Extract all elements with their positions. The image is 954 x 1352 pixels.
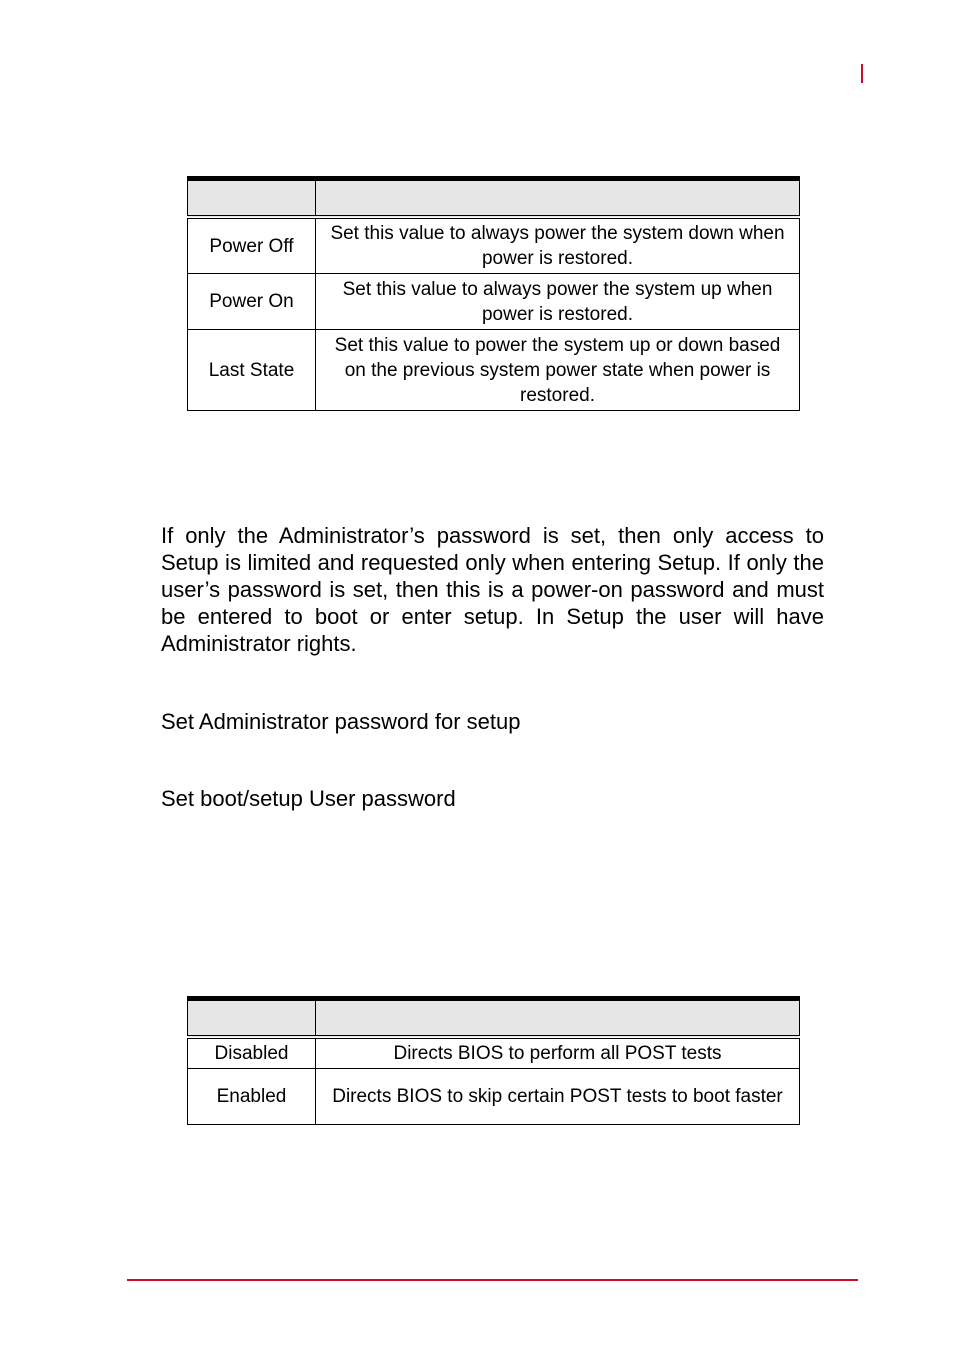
table-header-row (188, 999, 800, 1038)
footer-rule (127, 1279, 858, 1281)
option-cell: Disabled (188, 1037, 316, 1069)
description-cell: Set this value to always power the system up when power is restored. (316, 274, 800, 330)
table-header-row (188, 179, 800, 218)
description-cell: Directs BIOS to skip certain POST tests to boot faster (316, 1069, 800, 1125)
description-cell: Set this value to always power the system down when power is restored. (316, 217, 800, 274)
table-header-cell (188, 179, 316, 218)
table-row (188, 1069, 800, 1125)
admin-password-text: Set Administrator password for setup (161, 709, 521, 734)
restore-power-options-table (187, 176, 800, 411)
table-header-cell (316, 179, 800, 218)
description-cell: Directs BIOS to perform all POST tests (316, 1037, 800, 1069)
header-accent-mark (861, 64, 863, 83)
table-row (188, 217, 800, 274)
user-password-text: Set boot/setup User password (161, 786, 456, 811)
quick-boot-options-table (187, 996, 800, 1125)
option-cell: Power On (188, 274, 316, 330)
table-header-cell (188, 999, 316, 1038)
option-cell: Power Off (188, 217, 316, 274)
table-row (188, 330, 800, 411)
option-cell: Last State (188, 330, 316, 411)
description-cell: Set this value to power the system up or down based on the previous system power state when power is restored. (316, 330, 800, 411)
table-row (188, 1037, 800, 1069)
table-header-cell (316, 999, 800, 1038)
password-description: If only the Administrator’s password is set, then only access to Setup is limited and requested only when entering Setup. If only the user’s password is set, then this is a power-on password and must be entered to boot or enter setup. In Setup the user will have Administrator rights. (161, 523, 824, 656)
table-row (188, 274, 800, 330)
option-cell: Enabled (188, 1069, 316, 1125)
